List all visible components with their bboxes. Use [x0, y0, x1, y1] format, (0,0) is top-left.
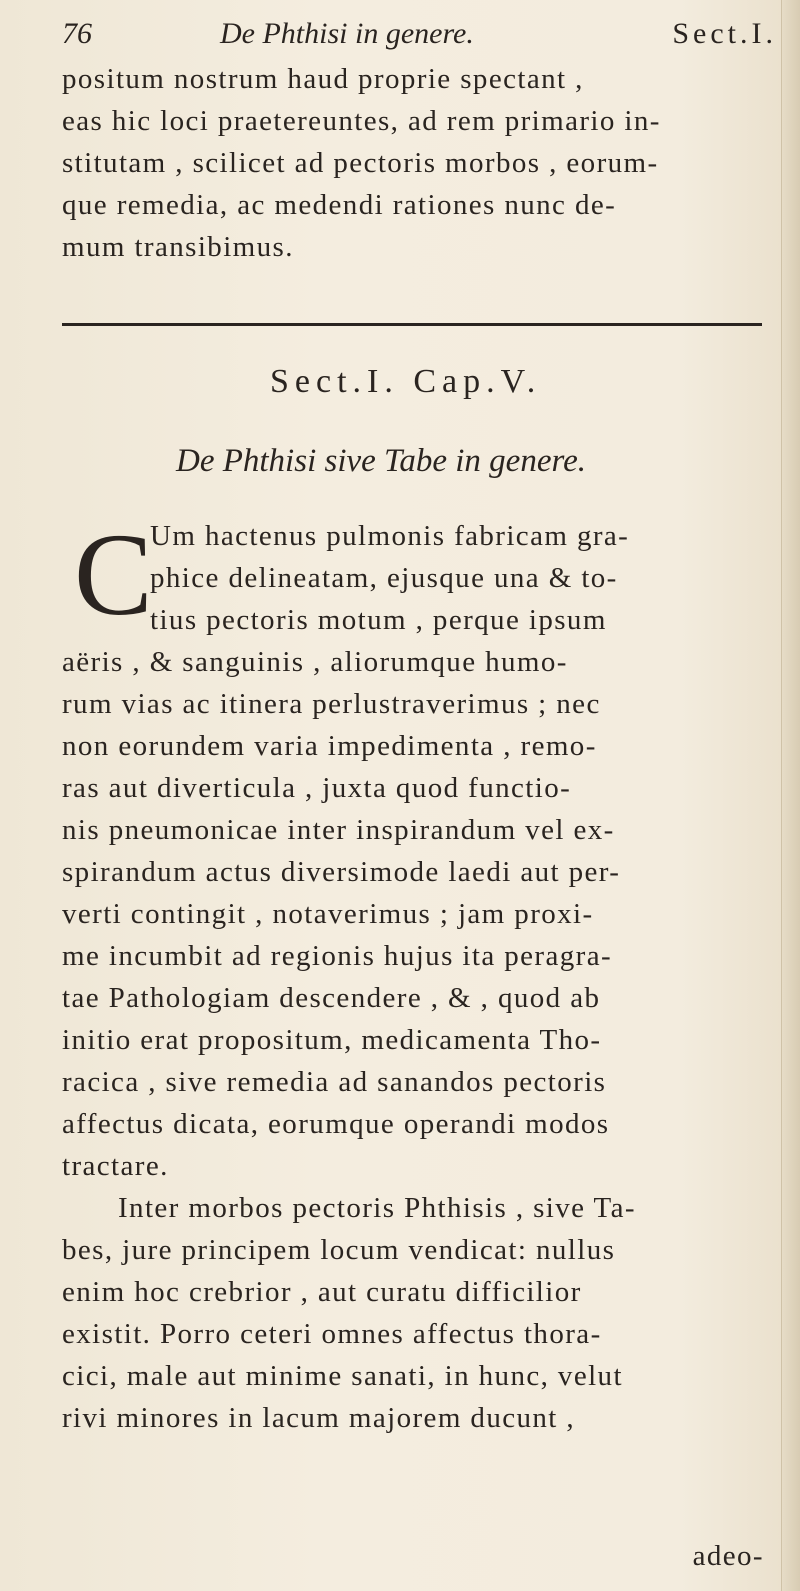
text-line: nis pneumonicae inter inspirandum vel ex- — [62, 814, 615, 846]
section-divider-rule — [62, 323, 762, 326]
text-line: aëris , & sanguinis , aliorumque humo- — [62, 646, 568, 678]
drop-cap: C — [74, 509, 153, 640]
text-line: spirandum actus diversimode laedi aut per- — [62, 856, 621, 888]
text-line: mum transibimus. — [62, 231, 294, 263]
text-line: enim hoc crebrior , aut curatu difficilior — [62, 1276, 582, 1308]
text-line: existit. Porro ceteri omnes affectus thora- — [62, 1318, 602, 1350]
running-section: Sect.I. — [672, 17, 777, 50]
text-line: que remedia, ac medendi rationes nunc de- — [62, 189, 617, 221]
text-line: cici, male aut minime sanati, in hunc, velut — [62, 1360, 623, 1392]
text-line: Um hactenus pulmonis fabricam gra- — [150, 520, 630, 552]
page-edge — [781, 0, 800, 1591]
text-line: affectus dicata, eorumque operandi modos — [62, 1108, 610, 1140]
text-line: initio erat propositum, medicamenta Tho- — [62, 1024, 602, 1056]
text-line: Inter morbos pectoris Phthisis , sive Ta- — [118, 1192, 636, 1224]
text-line: tius pectoris motum , perque ipsum — [150, 604, 607, 636]
catchword: adeo- — [692, 1540, 764, 1572]
text-line: me incumbit ad regionis hujus ita peragra- — [62, 940, 613, 972]
text-line: verti contingit , notaverimus ; jam proxi- — [62, 898, 594, 930]
chapter-title: De Phthisi sive Tabe in genere. — [176, 443, 586, 479]
chapter-heading: Sect.I. Cap.V. — [270, 363, 542, 400]
text-line: eas hic loci praetereuntes, ad rem primario in- — [62, 105, 661, 137]
text-line: tractare. — [62, 1150, 169, 1182]
text-line: rivi minores in lacum majorem ducunt , — [62, 1402, 576, 1434]
running-head — [62, 14, 777, 54]
text-line: positum nostrum haud proprie spectant , — [62, 63, 584, 95]
chapter-body — [62, 509, 774, 1439]
previous-chapter-ending — [62, 58, 774, 268]
text-line: ras aut diverticula , juxta quod functio- — [62, 772, 572, 804]
text-line: tae Pathologiam descendere , & , quod ab — [62, 982, 601, 1014]
text-line: racica , sive remedia ad sanandos pectoris — [62, 1066, 607, 1098]
running-title: De Phthisi in genere. — [220, 17, 474, 50]
text-line: bes, jure principem locum vendicat: nullus — [62, 1234, 616, 1266]
page-number: 76 — [62, 17, 92, 50]
text-line: stitutam , scilicet ad pectoris morbos , eorum- — [62, 147, 659, 179]
text-line: phice delineatam, ejusque una & to- — [150, 562, 618, 594]
text-line: non eorundem varia impedimenta , remo- — [62, 730, 597, 762]
text-line: rum vias ac itinera perlustraverimus ; nec — [62, 688, 601, 720]
